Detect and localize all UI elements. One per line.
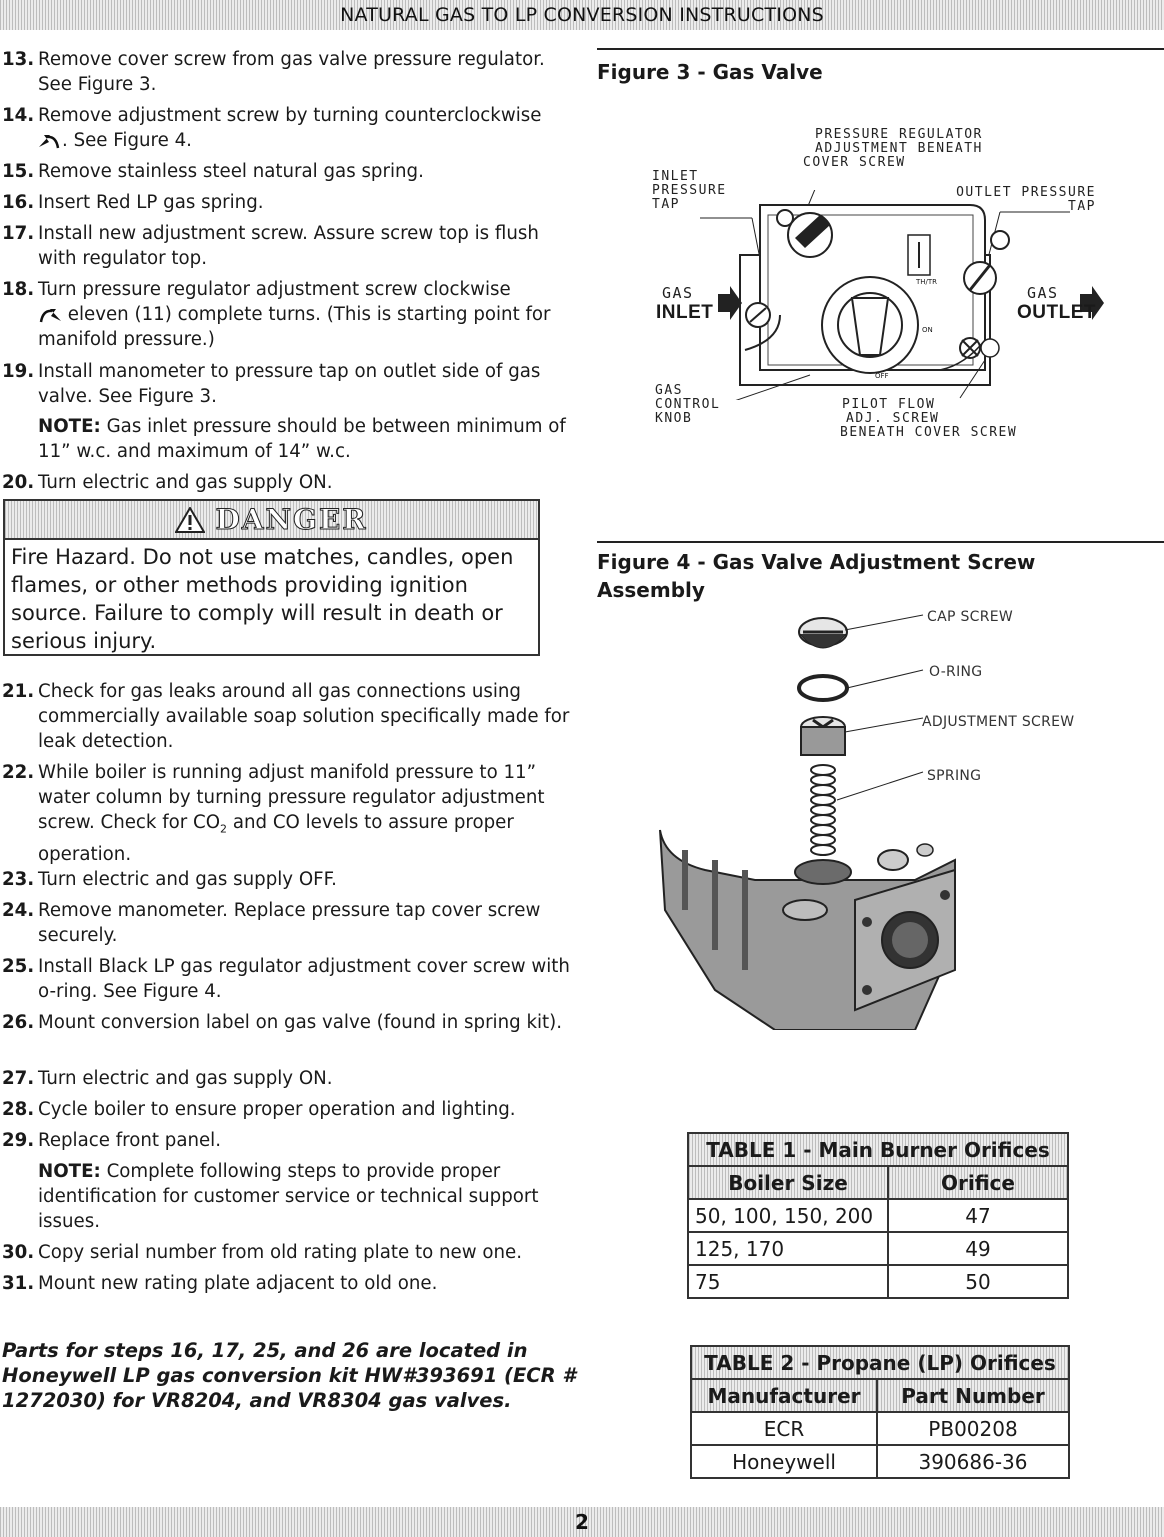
adjustment-screw-label: ADJUSTMENT SCREW — [922, 714, 1075, 730]
table-2-header: Part Number — [877, 1379, 1069, 1412]
figure-rule — [597, 48, 1164, 50]
step-item: 16. Insert Red LP gas spring. — [2, 192, 264, 213]
table-row: Honeywell 390686-36 — [691, 1445, 1069, 1478]
clockwise-arrow-icon — [38, 305, 62, 325]
danger-header — [5, 501, 538, 540]
gas-outlet-label: GAS — [1027, 284, 1059, 302]
warning-icon — [175, 507, 205, 533]
control-knob-label: GAS CONTROL KNOB — [655, 383, 721, 426]
step-item: 29. Replace front panel. — [2, 1130, 222, 1151]
table-row: 50, 100, 150, 200 47 — [688, 1199, 1068, 1232]
outlet-tap-label: OUTLET PRESSURE TAP — [956, 185, 1096, 214]
step-item: 31. Mount new rating plate adjacent to old one. — [2, 1273, 438, 1294]
inlet-label: INLET — [656, 302, 714, 323]
table-2-header: Manufacturer — [691, 1379, 877, 1412]
page-number: 2 — [575, 1510, 589, 1534]
danger-box — [3, 499, 540, 656]
step-item: 14. Remove adjustment screw by turning counterclockwise . See Figure 4. — [2, 105, 542, 151]
step-item: 15. Remove stainless steel natural gas spring. — [2, 161, 424, 182]
step-item: 30. Copy serial number from old rating plate to new one. — [2, 1242, 523, 1263]
inlet-tap-label: INLET PRESSURE TAP — [652, 169, 727, 212]
o-ring-label: O-RING — [929, 664, 983, 680]
step-item: 24. Remove manometer. Replace pressure tap cover screw securely. — [2, 900, 541, 946]
table-1-header: Boiler Size — [688, 1166, 888, 1199]
spring-label: SPRING — [927, 768, 982, 784]
regulator-label: PRESSURE REGULATOR ADJUSTMENT BENEATH COVER SCREW — [803, 127, 983, 170]
table-2 — [690, 1345, 1070, 1479]
note: NOTE: Gas inlet pressure should be between minimum of 11” w.c. and maximum of 14” w.c. — [38, 416, 566, 462]
page-header — [0, 0, 1164, 30]
step-item: 23. Turn electric and gas supply OFF. — [2, 869, 337, 890]
step-item: 17. Install new adjustment screw. Assure screw top is flush with regulator top. — [2, 223, 539, 269]
cap-screw-label: CAP SCREW — [927, 609, 1014, 625]
note: NOTE: Complete following steps to provide proper identification for customer service or technical support issues. — [38, 1161, 539, 1232]
table-row: 75 50 — [688, 1265, 1068, 1298]
parts-note: Parts for steps 16, 17, 25, and 26 are located in Honeywell LP gas conversion kit HW#393691 (ECR # 1272030) for VR8204, and VR8304 gas valves. — [2, 1339, 576, 1412]
step-item: 13. Remove cover screw from gas valve pressure regulator. See Figure 3. — [2, 49, 545, 95]
table-row: 125, 170 49 — [688, 1232, 1068, 1265]
adjustment-screw-diagram — [655, 610, 1115, 1030]
step-item: 19. Install manometer to pressure tap on outlet side of gas valve. See Figure 3. — [2, 361, 541, 407]
danger-text: Fire Hazard. Do not use matches, candles, open flames, or other methods providing ignition source. Failure to comply will result in death or serious injury. — [11, 545, 514, 653]
off-label: OFF — [875, 372, 889, 380]
step-item: 22. While boiler is running adjust manifold pressure to 11” water column by turning pressure regulator adjustment screw. Check for $CO_2$ and CO levels to assure proper operation. — [2, 762, 545, 865]
counterclockwise-arrow-icon — [38, 131, 62, 151]
pilot-flow-label: PILOT FLOW ADJ. SCREW BENEATH COVER SCREW — [840, 397, 1018, 440]
figure-rule — [597, 541, 1164, 543]
table-row: ECR PB00208 — [691, 1412, 1069, 1445]
table-2-caption: TABLE 2 - Propane (LP) Orifices — [691, 1346, 1069, 1379]
on-label: ON — [922, 326, 933, 334]
page-footer — [0, 1507, 1164, 1537]
step-item: 25. Install Black LP gas regulator adjustment cover screw with o-ring. See Figure 4. — [2, 956, 570, 1002]
figure-3-title: Figure 3 - Gas Valve — [597, 60, 823, 84]
step-item: 18. Turn pressure regulator adjustment screw clockwise eleven (11) complete turns. (This is starting point for manifold pressure.) — [2, 279, 551, 350]
step-item: 20. Turn electric and gas supply ON. — [2, 472, 333, 493]
figure-4-title: Figure 4 - Gas Valve Adjustment Screw Assembly — [597, 550, 1036, 602]
danger-title: DANGER — [215, 503, 368, 536]
table-1-header: Orifice — [888, 1166, 1068, 1199]
outlet-label: OUTLET — [1017, 302, 1096, 323]
step-item: 21. Check for gas leaks around all gas connections using commercially available soap solution specifically made for leak detection. — [2, 681, 570, 752]
gas-inlet-label: GAS — [662, 284, 694, 302]
table-1-caption: TABLE 1 - Main Burner Orifices — [688, 1133, 1068, 1166]
step-item: 27. Turn electric and gas supply ON. — [2, 1068, 333, 1089]
th-tr-label: TH/TR — [916, 278, 938, 286]
step-item: 28. Cycle boiler to ensure proper operation and lighting. — [2, 1099, 516, 1120]
page-title: NATURAL GAS TO LP CONVERSION INSTRUCTIONS — [340, 4, 824, 26]
step-item: 26. Mount conversion label on gas valve (found in spring kit). — [2, 1012, 563, 1033]
table-1 — [687, 1132, 1069, 1299]
